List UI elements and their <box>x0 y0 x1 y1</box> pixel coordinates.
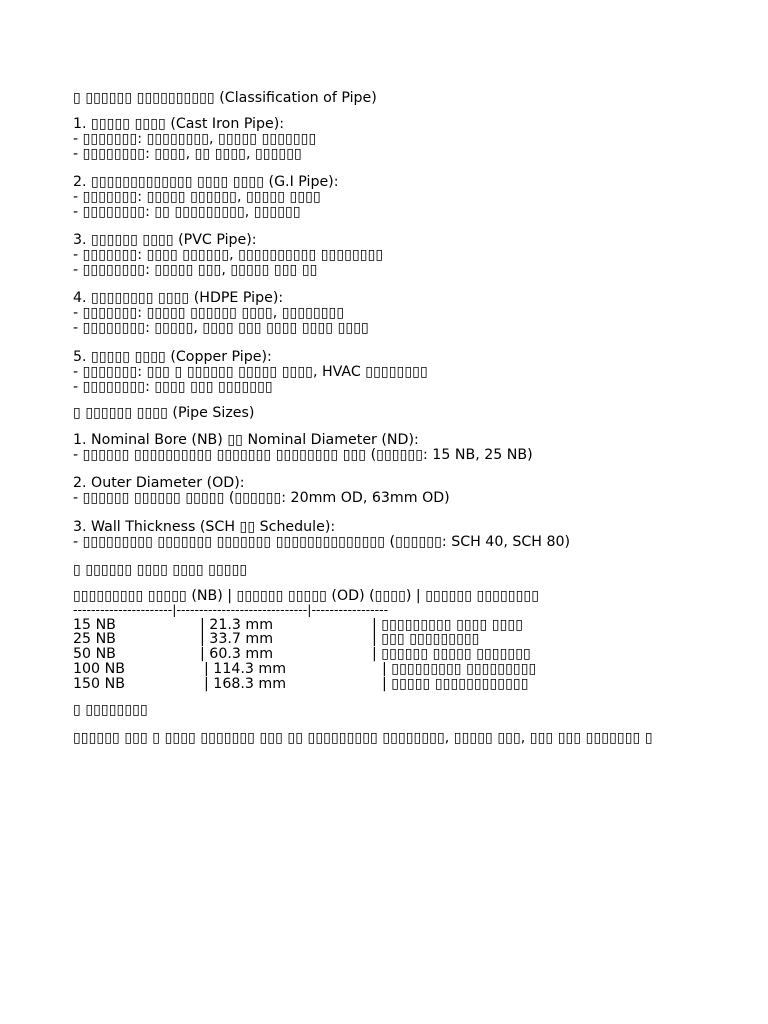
pipe-type-use: - ▯▯▯▯▯▯▯▯: ▯▯▯▯▯ ▯▯▯, ▯▯▯▯▯ ▯▯▯ ▯▯ <box>73 262 318 278</box>
size-standard-description: - ▯▯▯▯▯▯ ▯▯▯▯▯▯▯▯▯▯ ▯▯▯▯▯▯▯ ▯▯▯▯▯▯▯▯ ▯▯▯ (▯▯▯▯▯▯: 15 NB, 25 NB) <box>73 447 533 463</box>
table-cell-use: | ▯▯▯▯▯▯▯▯▯ ▯▯▯▯▯▯▯▯▯ <box>382 661 537 677</box>
table-cell-od: | 33.7 mm <box>200 631 274 647</box>
table-cell-od: | 168.3 mm <box>204 676 287 692</box>
pipe-type-use: - ▯▯▯▯▯▯▯▯: ▯▯ ▯▯▯▯▯▯▯▯▯, ▯▯▯▯▯▯ <box>73 204 301 220</box>
size-standard-description: - ▯▯▯▯▯▯▯▯▯ ▯▯▯▯▯▯▯ ▯▯▯▯▯▯▯ ▯▯▯▯▯▯▯▯▯▯▯▯▯▯ (▯▯▯▯▯▯: SCH 40, SCH 80) <box>73 534 571 550</box>
section-heading-classification: ▯ ▯▯▯▯▯▯ ▯▯▯▯▯▯▯▯▯▯ (Classification of Pipe) <box>73 90 377 106</box>
table-cell-nb: 100 NB <box>73 661 125 677</box>
table-cell-od: | 60.3 mm <box>200 646 274 662</box>
conclusion-text: ▯▯▯▯▯▯ ▯▯▯ ▯ ▯▯▯▯ ▯▯▯▯▯▯▯ ▯▯▯ ▯▯ ▯▯▯▯▯▯▯▯▯ ▯▯▯▯▯▯▯▯, ▯▯▯▯▯ ▯▯▯, ▯▯▯ ▯▯▯ ▯▯▯▯▯▯▯ ▯ <box>73 730 653 746</box>
table-cell-nb: 50 NB <box>73 646 116 662</box>
section-heading-pipe-sizes: ▯ ▯▯▯▯▯▯ ▯▯▯▯ (Pipe Sizes) <box>73 405 255 421</box>
table-cell-use: | ▯▯▯▯▯ ▯▯▯▯▯▯▯▯▯▯▯▯ <box>382 676 529 692</box>
table-cell-nb: 15 NB <box>73 617 116 633</box>
pipe-type-use: - ▯▯▯▯▯▯▯▯: ▯▯▯▯ ▯▯▯ ▯▯▯▯▯▯▯ <box>73 379 273 395</box>
pipe-type-use: - ▯▯▯▯▯▯▯▯: ▯▯▯▯, ▯▯ ▯▯▯▯, ▯▯▯▯▯▯ <box>73 146 302 162</box>
section-heading-size-table: ▯ ▯▯▯▯▯▯ ▯▯▯▯ ▯▯▯▯ ▯▯▯▯▯ <box>73 562 248 578</box>
table-separator: ----------------------|-----------------------------|----------------- <box>73 602 389 617</box>
pipe-type-title: 5. ▯▯▯▯▯ ▯▯▯▯ (Copper Pipe): <box>73 349 272 365</box>
pipe-type-feature: - ▯▯▯▯▯▯▯: ▯▯▯▯▯ ▯▯▯▯▯▯ ▯▯▯▯, ▯▯▯▯▯▯▯▯ <box>73 305 345 321</box>
table-cell-od: | 21.3 mm <box>200 617 274 633</box>
pipe-type-use: - ▯▯▯▯▯▯▯▯: ▯▯▯▯▯, ▯▯▯▯ ▯▯▯ ▯▯▯▯ ▯▯▯▯ ▯▯▯▯ <box>73 320 369 336</box>
pipe-type-title: 2. ▯▯▯▯▯▯▯▯▯▯▯▯▯ ▯▯▯▯ ▯▯▯▯ (G.I Pipe): <box>73 174 339 190</box>
size-standard-title: 1. Nominal Bore (NB) ▯▯ Nominal Diameter (ND): <box>73 432 419 448</box>
size-standard-title: 3. Wall Thickness (SCH ▯▯ Schedule): <box>73 519 336 535</box>
pipe-type-feature: - ▯▯▯▯▯▯▯: ▯▯▯▯ ▯▯▯▯▯▯, ▯▯▯▯▯▯▯▯▯▯ ▯▯▯▯▯▯▯▯ <box>73 247 384 263</box>
size-standard-title: 2. Outer Diameter (OD): <box>73 475 245 491</box>
size-standard-description: - ▯▯▯▯▯▯ ▯▯▯▯▯▯ ▯▯▯▯▯ (▯▯▯▯▯▯: 20mm OD, 63mm OD) <box>73 490 450 506</box>
pipe-type-title: 1. ▯▯▯▯▯ ▯▯▯▯ (Cast Iron Pipe): <box>73 116 285 132</box>
table-cell-nb: 150 NB <box>73 676 125 692</box>
table-cell-use: | ▯▯▯▯▯▯▯▯▯ ▯▯▯▯ ▯▯▯▯ <box>372 617 524 633</box>
pipe-type-feature: - ▯▯▯▯▯▯▯: ▯▯▯ ▯ ▯▯▯▯▯▯ ▯▯▯▯▯ ▯▯▯▯, HVAC ▯▯▯▯▯▯▯▯ <box>73 364 428 380</box>
table-cell-od: | 114.3 mm <box>204 661 287 677</box>
table-header: ▯▯▯▯▯▯▯▯▯ ▯▯▯▯▯ (NB) | ▯▯▯▯▯▯ ▯▯▯▯▯ (OD) (▯▯▯▯) | ▯▯▯▯▯▯ ▯▯▯▯▯▯▯▯ <box>73 588 540 604</box>
pipe-type-feature: - ▯▯▯▯▯▯▯: ▯▯▯▯▯▯▯▯, ▯▯▯▯▯ ▯▯▯▯▯▯▯ <box>73 131 317 147</box>
pipe-type-title: 4. ▯▯▯▯▯▯▯▯ ▯▯▯▯ (HDPE Pipe): <box>73 290 284 306</box>
table-cell-nb: 25 NB <box>73 631 116 647</box>
pipe-type-feature: - ▯▯▯▯▯▯▯: ▯▯▯▯▯ ▯▯▯▯▯▯, ▯▯▯▯▯ ▯▯▯▯ <box>73 189 321 205</box>
table-cell-use: | ▯▯▯▯▯▯ ▯▯▯▯▯ ▯▯▯▯▯▯▯ <box>372 646 531 662</box>
table-cell-use: | ▯▯▯ ▯▯▯▯▯▯▯▯▯ <box>372 631 480 647</box>
pipe-type-title: 3. ▯▯▯▯▯▯ ▯▯▯▯ (PVC Pipe): <box>73 232 257 248</box>
section-heading-conclusion: ▯ ▯▯▯▯▯▯▯▯ <box>73 702 148 718</box>
